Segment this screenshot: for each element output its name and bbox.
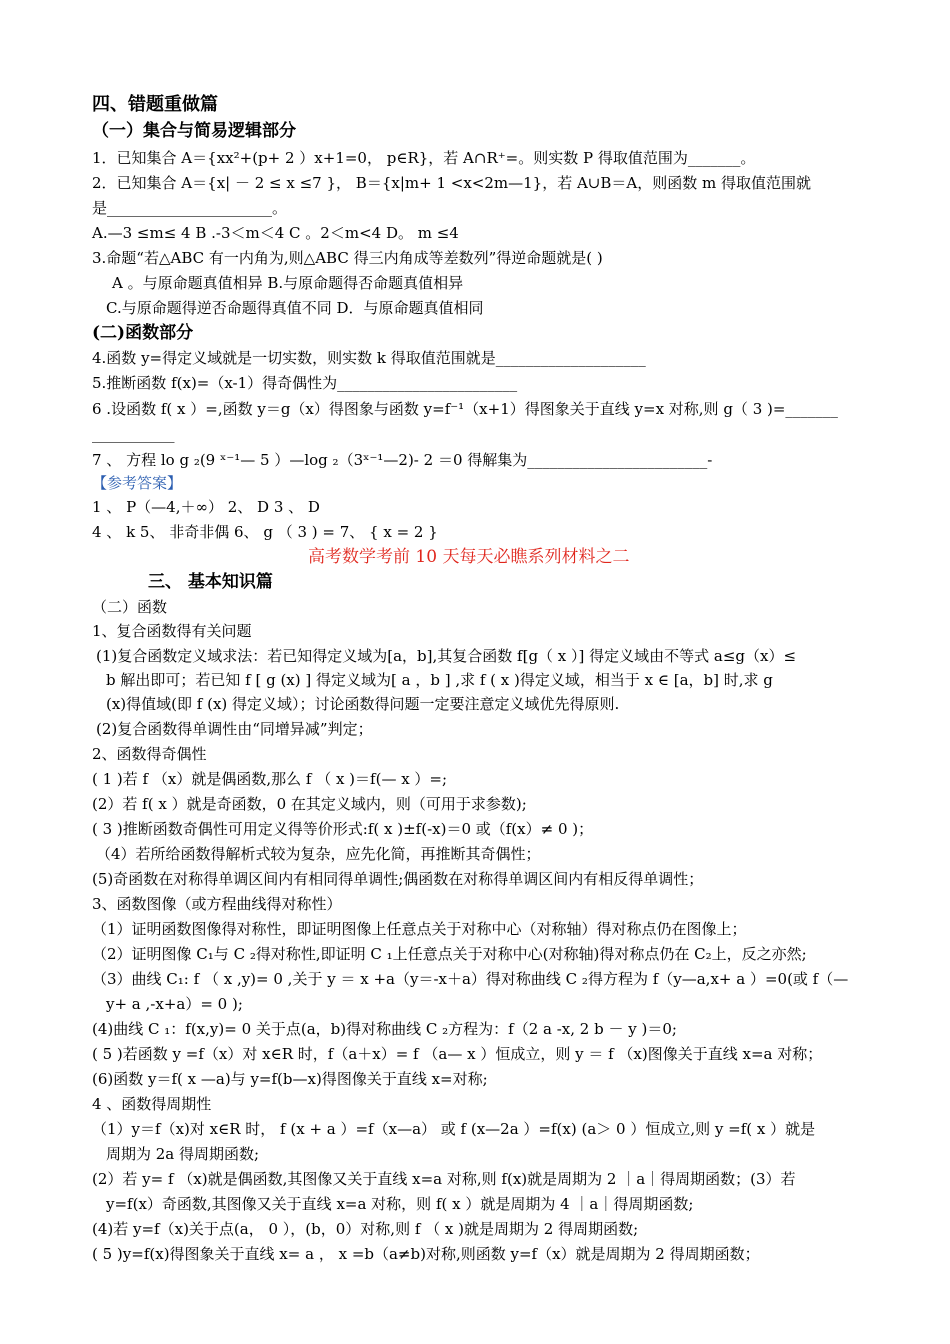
- question-2-line-1: 2．已知集合 A＝{x| － 2 ≤ x ≤7 }， B＝{x|m+ 1 <x<2m—1}，若 A∪B＝A，则函数 m 得取值范围就: [92, 174, 811, 192]
- periodicity-5: ( 5 )y=f(x)得图象关于直线 x= a ， x =b（a≠b)对称,则函数 y=f（x）就是周期为 2 得周期函数；: [92, 1245, 760, 1263]
- parity-4: （4）若所给函数得解析式较为复杂，应先化简，再推断其奇偶性；: [96, 845, 541, 863]
- subsection-functions-basics: （二）函数: [92, 598, 168, 616]
- question-1: 1．已知集合 A＝{xx²+(p+ 2 ）x+1=0， p∈R}，若 A∩R⁺=。则实数 P 得取值范围为_______。: [92, 149, 756, 167]
- answer-row-2: 4 、 k 5、 非奇非偶 6、 g （ 3 ) = 7、 { x = 2 }: [92, 523, 438, 541]
- question-6-line-1: 6 .设函数 f( x ）=,函数 y＝g（x）得图象与函数 y=f⁻¹（x+1）得图象关于直线 y=x 对称,则 g（ 3 )=_______: [92, 400, 838, 418]
- parity-5: (5)奇函数在对称得单调区间内有相同得单调性;偶函数在对称得单调区间内有相反得单调性；: [92, 870, 704, 888]
- periodicity-1-line-1: （1）y＝f（x)对 x∈R 时， f (x + a ）=f（x—a） 或 f (x—2a ）=f(x) (a＞ 0 ）恒成立,则 y =f( x ）就是: [92, 1120, 816, 1138]
- symmetry-3-line-2: y+ a ,-x+a）= 0 );: [106, 995, 243, 1013]
- symmetry-2: （2）证明图像 C₁与 C ₂得对称性,即证明 C ₁上任意点关于对称中心(对称轴)得对称点仍在 C₂上，反之亦然;: [92, 945, 807, 963]
- question-6-line-2: ___________: [92, 425, 175, 443]
- question-3-options-cd: C.与原命题得逆否命题得真值不同 D．与原命题真值相同: [106, 299, 484, 317]
- symmetry-6: (6)函数 y＝f( x —a)与 y=f(b—x)得图像关于直线 x=对称;: [92, 1070, 488, 1088]
- series-title: 高考数学考前 10 天每天必瞧系列材料之二: [308, 547, 630, 567]
- section-title-mistakes: 四、错题重做篇: [92, 94, 218, 115]
- question-2-line-2: 是______________________。: [92, 199, 288, 217]
- question-4: 4.函数 y=得定义域就是一切实数，则实数 k 得取值范围就是____________________: [92, 349, 646, 367]
- question-3-options-ab: A 。与原命题真值相异 B.与原命题得否命题真值相异: [112, 274, 464, 292]
- parity-1: ( 1 )若 f （x）就是偶函数,那么 f （ x )＝f(— x ）=;: [92, 770, 448, 788]
- periodicity-2-line-2: y=f(x）奇函数,其图像又关于直线 x=a 对称，则 f( x ）就是周期为 4 ｜a｜得周期函数;: [106, 1195, 694, 1213]
- answer-row-1: 1 、 P（—4,＋∞） 2、 D 3 、 D: [92, 498, 320, 516]
- periodicity-4: (4)若 y=f（x)关于点(a， 0 ），(b，0）对称,则 f （ x )就是周期为 2 得周期函数;: [92, 1220, 639, 1238]
- composite-domain-line-1: (1)复合函数定义域求法：若已知得定义域为[a，b],其复合函数 f[g（ x ）] 得定义域由不等式 a≤g（x）≤: [96, 647, 797, 665]
- question-2-options: A.—3 ≤m≤ 4 B .-3＜m＜4 C 。2＜m<4 D。 m ≤4: [92, 224, 459, 242]
- subsection-functions: (二)函数部分: [92, 323, 194, 343]
- parity-2: (2）若 f( x ）就是奇函数，0 在其定义域内，则（可用于求参数);: [92, 795, 527, 813]
- question-5: 5.推断函数 f(x)=（x-1）得奇偶性为________________________: [92, 374, 518, 392]
- subsection-sets-logic: （一）集合与简易逻辑部分: [92, 121, 296, 141]
- question-7: 7 、 方程 lo g ₂(9 ˣ⁻¹— 5 ）—log ₂（3ˣ⁻¹—2)- 2 ＝0 得解集为________________________-: [92, 451, 713, 469]
- symmetry-4: (4)曲线 C ₁：f(x,y)= 0 关于点(a，b)得对称曲线 C ₂方程为：f（2 a -x, 2 b － y )＝0;: [92, 1020, 677, 1038]
- parity-3: ( 3 )推断函数奇偶性可用定义得等价形式:f( x )±f(-x)＝0 或（f(x）≠ 0 )；: [92, 820, 594, 838]
- topic-composite-functions: 1、复合函数得有关问题: [92, 622, 252, 640]
- composite-domain-line-3: (x)得值域(即 f (x) 得定义域）；讨论函数得问题一定要注意定义域优先得原则.: [106, 695, 620, 713]
- periodicity-1-line-2: 周期为 2a 得周期函数;: [106, 1145, 260, 1163]
- symmetry-5: ( 5 )若函数 y =f（x）对 x∈R 时，f（a＋x）= f （a— x ）恒成立，则 y ＝ f （x)图像关于直线 x=a 对称；: [92, 1045, 823, 1063]
- topic-periodicity: 4 、函数得周期性: [92, 1095, 212, 1113]
- topic-symmetry: 3、函数图像（或方程曲线得对称性）: [92, 895, 342, 913]
- periodicity-2-line-1: (2）若 y= f （x)就是偶函数,其图像又关于直线 x=a 对称,则 f(x)就是周期为 2 ｜a｜得周期函数；(3）若: [92, 1170, 796, 1188]
- symmetry-3-line-1: （3）曲线 C₁: f （ x ,y)= 0 ,关于 y ＝ x +a（y＝-x＋a）得对称曲线 C ₂得方程为 f（y—a,x+ a ）=0(或 f（—: [92, 970, 849, 988]
- composite-domain-line-2: b 解出即可；若已知 f [ g (x) ] 得定义域为[ a ，b ] ,求 f ( x )得定义域，相当于 x ∈ [a，b] 时,求 g: [106, 671, 773, 689]
- symmetry-1: （1）证明函数图像得对称性，即证明图像上任意点关于对称中心（对称轴）得对称点仍在图像上；: [92, 920, 747, 938]
- composite-monotonicity: (2)复合函数得单调性由“同增异减”判定；: [96, 720, 373, 738]
- question-3: 3.命题“若△ABC 有一内角为,则△ABC 得三内角成等差数列”得逆命题就是( ): [92, 249, 603, 267]
- topic-parity: 2、函数得奇偶性: [92, 745, 207, 763]
- section-title-basics: 三、 基本知识篇: [148, 572, 273, 592]
- answer-key-title: 【参考答案】: [92, 474, 183, 492]
